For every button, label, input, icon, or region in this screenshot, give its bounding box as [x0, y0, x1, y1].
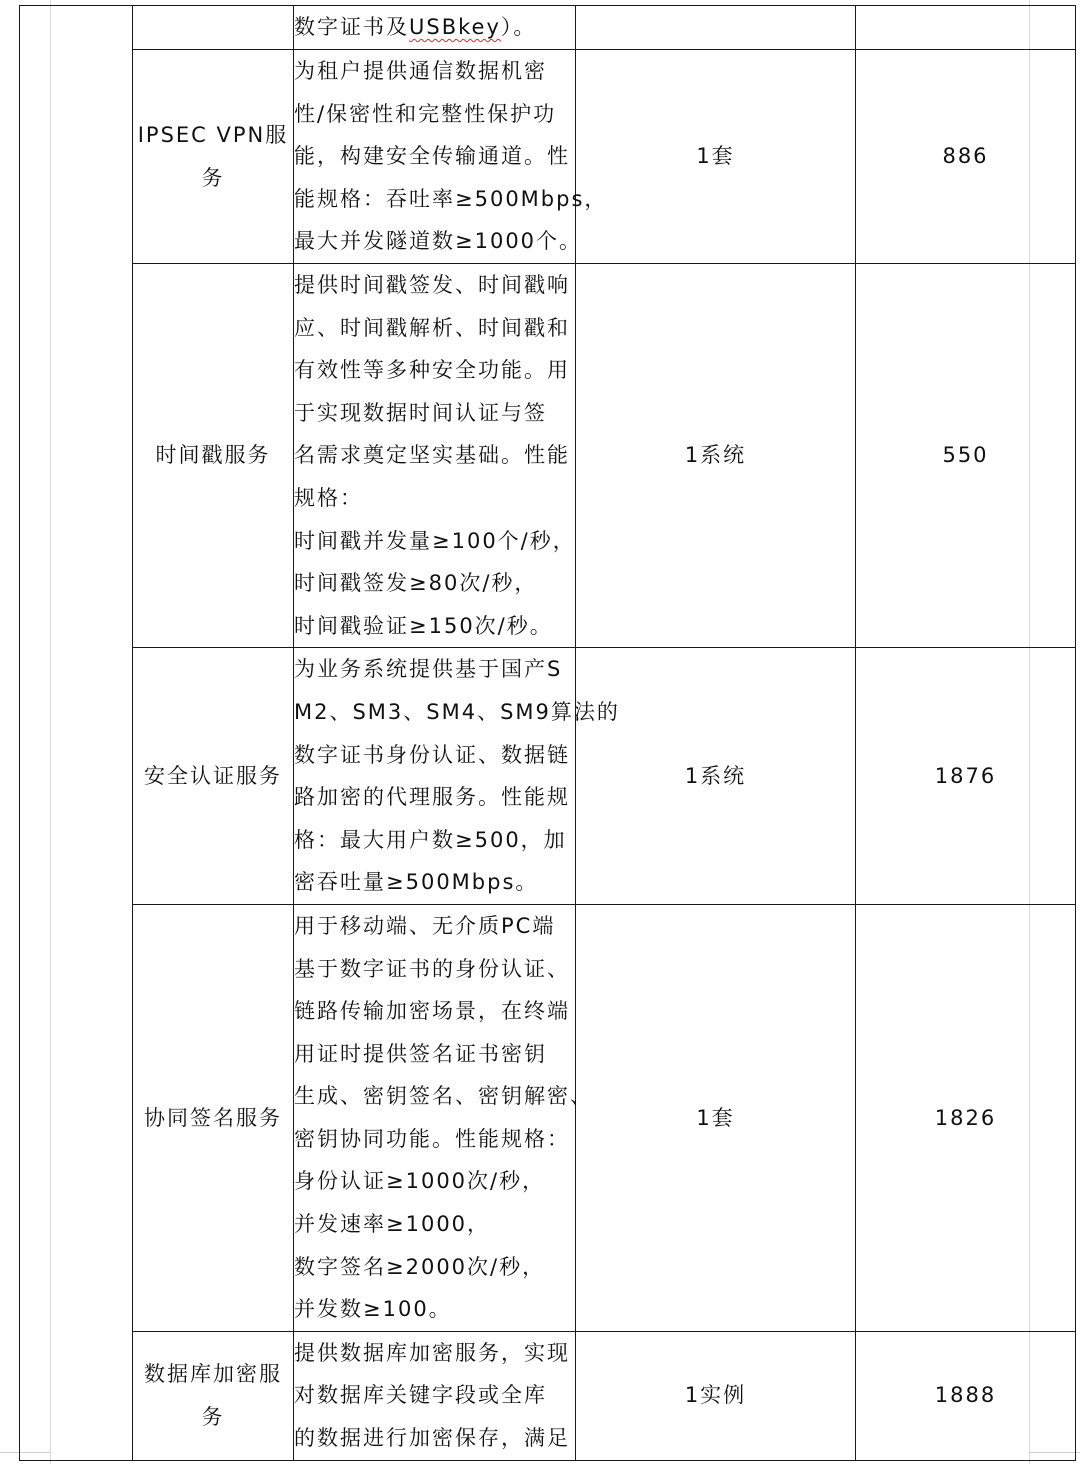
description-line: 名需求奠定坚实基础。性能 [294, 443, 570, 468]
quantity-cell: 1系统 [576, 648, 856, 905]
description-line: 于实现数据时间认证与签 [294, 400, 547, 425]
description-line: 规格： [294, 485, 363, 510]
service-description-cell [294, 904, 593, 1331]
price-cell: 550 [856, 264, 1076, 648]
description-line: 提供时间戳签发、时间戳响 [294, 273, 570, 297]
service-name-cell: 数据库加密服务 [133, 1331, 294, 1460]
price-cell: 1888 [856, 1331, 1076, 1460]
description-line: 密钥协同功能。性能规格： [294, 1126, 570, 1151]
price-cell: 1826 [856, 904, 1076, 1331]
description-line: 最大并发隧道数≥1000个。 [294, 229, 583, 254]
description-line: 提供数据库加密服务，实现 [294, 1340, 570, 1365]
description-line: 能规格：吞吐率≥500Mbps， [294, 186, 608, 211]
table-row [20, 1331, 1076, 1460]
description-line: 有效性等多种安全功能。用 [294, 358, 570, 383]
price-cell: 886 [856, 50, 1076, 264]
description-line: 为租户提供通信数据机密 [294, 59, 547, 84]
description-line: 的数据进行加密保存，满足 [294, 1426, 570, 1451]
service-name-cell: 安全认证服务 [133, 648, 294, 905]
description-line: 数字签名≥2000次/秒， [294, 1254, 546, 1279]
service-name-cell: 协同签名服务 [133, 904, 294, 1331]
description-line: 性/保密性和完整性保护功 [294, 101, 557, 126]
description-line: 时间戳验证≥150次/秒。 [294, 613, 553, 638]
description-line: 能，构建安全传输通道。性 [294, 144, 570, 169]
description-line [294, 6, 575, 49]
description-line: 身份认证≥1000次/秒， [294, 1169, 546, 1194]
service-description-cell [294, 648, 620, 905]
service-name-cell: 时间戳服务 [133, 264, 294, 648]
table-row [20, 264, 1076, 648]
description-line: 对数据库关键字段或全库 [294, 1383, 547, 1408]
description-line: 为业务系统提供基于国产S [294, 657, 563, 682]
service-name-cell: IPSEC VPN服务 [133, 50, 294, 264]
service-name-cell [133, 6, 294, 50]
description-line: 时间戳签发≥80次/秒， [294, 571, 538, 596]
quantity-cell: 1系统 [576, 264, 856, 648]
service-description-cell [294, 50, 608, 264]
description-line: 应、时间戳解析、时间戳和 [294, 315, 570, 340]
description-line: M2、SM3、SM4、SM9算法的 [294, 699, 620, 724]
description-line: 密吞吐量≥500Mbps。 [294, 870, 539, 895]
quantity-cell: 1套 [576, 904, 856, 1331]
description-line: 用证时提供签名证书密钥 [294, 1041, 547, 1066]
description-line: 数字证书身份认证、数据链 [294, 742, 570, 767]
quantity-cell: 1实例 [576, 1331, 856, 1460]
table-row [20, 50, 1076, 264]
price-cell [856, 6, 1076, 50]
description-line: 时间戳并发量≥100个/秒， [294, 528, 576, 553]
price-cell: 1876 [856, 648, 1076, 905]
description-line: 格：最大用户数≥500，加 [294, 827, 567, 852]
description-line: 基于数字证书的身份认证、 [294, 956, 570, 981]
quantity-cell: 1套 [576, 50, 856, 264]
description-line: 路加密的代理服务。性能规 [294, 785, 570, 810]
table-row [20, 6, 1076, 50]
table-row [20, 904, 1076, 1331]
description-line: 并发速率≥1000， [294, 1212, 491, 1237]
quantity-cell [576, 6, 856, 50]
description-line: 生成、密钥签名、密钥解密、 [294, 1084, 593, 1109]
description-text: 数字证书及USBkey）。 [294, 15, 537, 40]
table-row [20, 648, 1076, 905]
category-cell [20, 6, 133, 1461]
description-line: 链路传输加密场景，在终端 [294, 999, 570, 1024]
description-line: 并发数≥100。 [294, 1297, 452, 1322]
spellcheck-underline: USBkey [409, 15, 501, 40]
service-description-cell [294, 1331, 576, 1460]
description-line: 用于移动端、无介质PC端 [294, 913, 556, 938]
service-description-cell [294, 6, 576, 50]
service-spec-table [19, 5, 1076, 1461]
service-description-cell [294, 264, 576, 648]
